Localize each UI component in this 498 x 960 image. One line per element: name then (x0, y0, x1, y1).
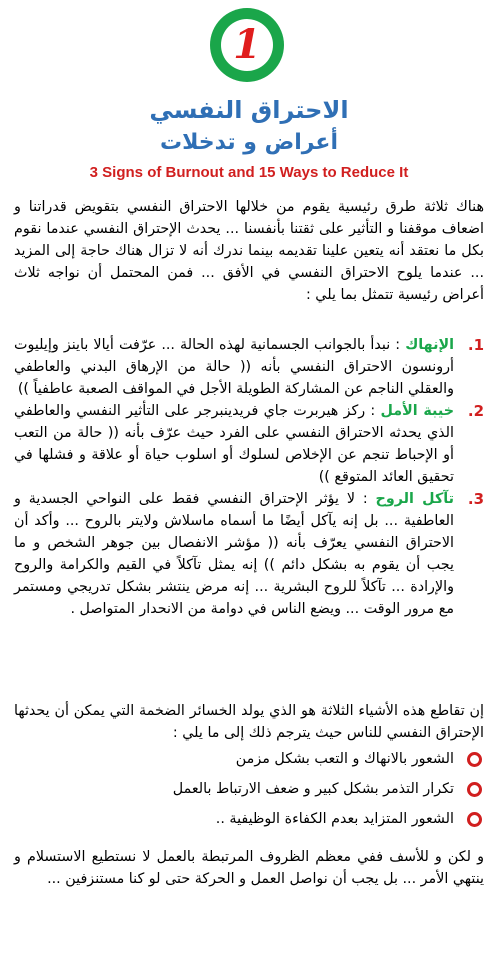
sign-item (14, 334, 484, 400)
sign-number: 1. (467, 336, 484, 354)
page-title: الاحتراق النفسي (149, 96, 349, 124)
list-item (14, 748, 484, 778)
intro-paragraph: هناك ثلاثة طرق رئيسية يقوم من خلالها الاحتراق النفسي بتقويض قدراتنا و اضعاف موقفنا و التأثير على ثقتنا بأنفسنا ... يحدث الإحتراق النفسي عندما نقوم بكل ما نعتقد أنه يتعين علينا تقديمه بينما ندرك أنه لا تزال هناك حاجة إلى المزيد ... عندما يلوح الاحتراق النفسي في الأفق ... فمن المحتمل أن نواجه ثلاث أعراض رئيسية تتمثل بما يلي : (14, 199, 484, 303)
sign-title: الإنهاك (405, 337, 455, 353)
list-item-text: الشعور المتزايد بعدم الكفاءة الوظيفية .. (215, 811, 454, 827)
signs-list (14, 334, 484, 620)
page-subtitle-english: 3 Signs of Burnout and 15 Ways to Reduce It (89, 164, 409, 181)
number-badge (210, 8, 284, 82)
list-item (14, 808, 484, 838)
effects-list (14, 748, 484, 838)
sign-item (14, 400, 484, 488)
sign-item (14, 488, 484, 620)
sign-title: تآكل الروح (375, 491, 454, 507)
sign-number: 3. (467, 490, 484, 508)
page-subtitle-arabic: أعراض و تدخلات (159, 130, 339, 155)
sign-text: : نبدأ بالجوانب الجسمانية لهذه الحالة ... عرّفت أيالا باينز وإيليوت أرونسون الاحتراق النفسي بأنه (( حالة من الإرهاق البدني والعاطفي والعقلي الناجم عن المشاركة الطويلة الأجل في المواقف الصعبة عاطفياً )) (14, 337, 454, 397)
sign-text: : لا يؤثر الإحتراق النفسي فقط على النواحي الجسدية و العاطفية ... بل إنه يآكل أيضًا ما أسماه ماسلاش ولايتر بالروح ... وأكد أن الاحتراق النفسي يعرّف بأنه (( مؤشر الانفصال بين جوهر الشخص و ما يجب أن يقوم به بشكل دائم )) إنه يمثل تآكلاً في القيم والكرامة والروح والإرادة ... تآكلاً للروح البشرية ... إنه مرض ينتشر بشكل تدريجي ومستمر مع مرور الوقت ... ويضع الناس في دوامة من الانحدار المتواصل . (14, 491, 454, 617)
red-ring-bullet-icon (467, 752, 482, 767)
closing-paragraph: و لكن و للأسف ففي معظم الظروف المرتبطة بالعمل لا نستطيع الاستسلام و ينتهي الأمر ... بل يجب أن نواصل العمل و الحركة حتى لو كنا مستنزفين ... (14, 849, 484, 887)
badge-number: 1 (233, 21, 261, 68)
list-item (14, 778, 484, 808)
sign-number: 2. (467, 402, 484, 420)
number-badge-inner (221, 19, 273, 71)
red-ring-bullet-icon (467, 812, 482, 827)
red-ring-bullet-icon (467, 782, 482, 797)
list-item-text: تكرار التذمر بشكل كبير و ضعف الارتباط بالعمل (172, 781, 454, 797)
sign-title: خيبة الأمل (380, 403, 455, 419)
outro-paragraph: إن تقاطع هذه الأشياء الثلاثة هو الذي يولد الخسائر الضخمة التي يمكن أن يحدثها الإحتراق النفسي للناس حيث يترجم ذلك إلى ما يلي : (14, 703, 484, 741)
list-item-text: الشعور بالانهاك و التعب بشكل مزمن (235, 751, 454, 767)
sign-text: : ركز هيربرت جاي فريدينبرجر على التأثير النفسي والعاطفي الذي يحدثه الاحتراق النفسي على الفرد حيث عرّف بأنه (( حالة من التعب أو الإحباط تنجم عن الإخلاص لسلوك أو اسلوب حياة أو علاقة و فشلها في تحقيق العائد المتوقع )) (14, 403, 454, 485)
